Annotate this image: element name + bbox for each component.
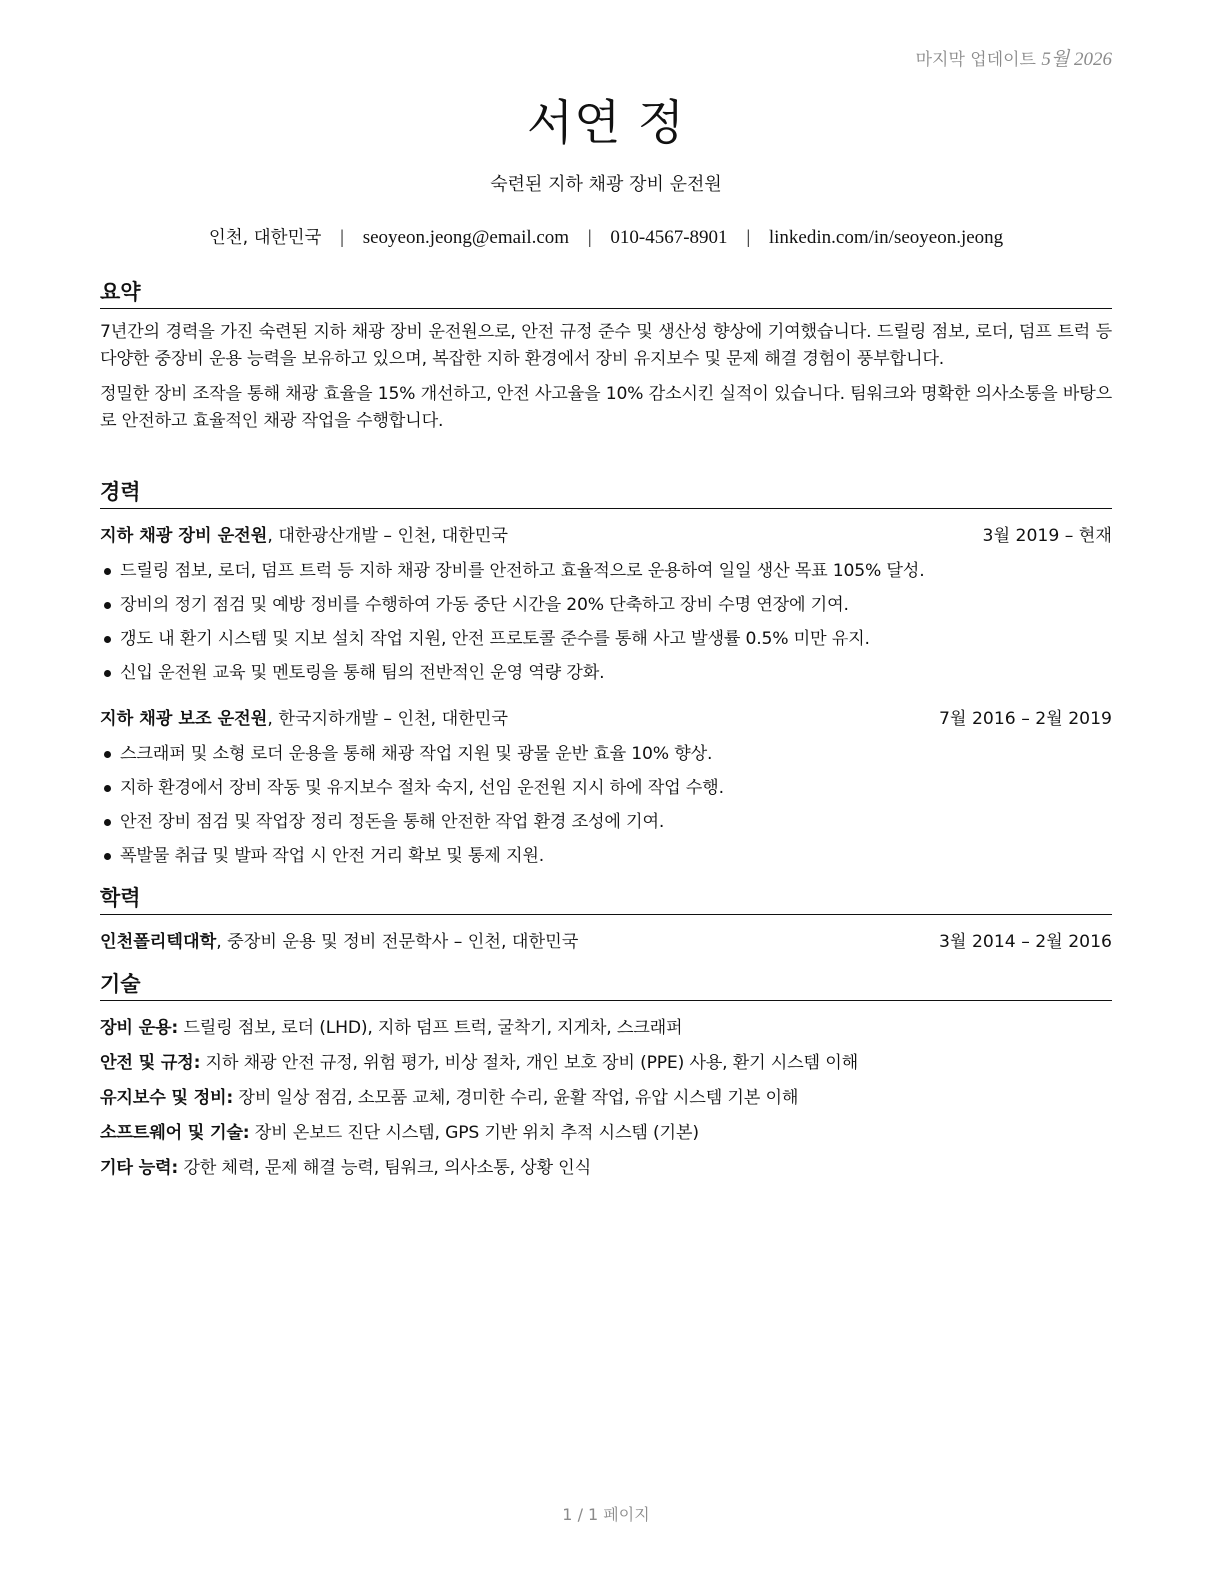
- skill-value: 장비 일상 점검, 소모품 교체, 경미한 수리, 윤활 작업, 유압 시스템 기본 이해: [233, 1088, 799, 1108]
- summary-paragraph: 7년간의 경력을 가진 숙련된 지하 채광 장비 운전원으로, 안전 규정 준수 및 생산성 향상에 기여했습니다. 드릴링 점보, 로더, 덤프 트럭 등 다양한 중장비 운용 능력을 보유하고 있으며, 복잡한 지하 환경에서 장비 유지보수 및 문제 해결 경험이 풍부합니다.: [100, 322, 1112, 369]
- education-section: [100, 884, 1112, 955]
- job-bullet: 드릴링 점보, 로더, 덤프 트럭 등 지하 채광 장비를 안전하고 효율적으로 운용하여 일일 생산 목표 105% 달성.: [100, 554, 1112, 588]
- skill-label: 유지보수 및 정비:: [100, 1088, 234, 1108]
- contact-linkedin[interactable]: linkedin.com/in/seoyeon.jeong: [768, 227, 1004, 248]
- section-title-education: 학력: [100, 884, 1112, 915]
- skill-row: [100, 1011, 1112, 1046]
- skill-row: [100, 1151, 1112, 1186]
- section-title-skills: 기술: [100, 970, 1112, 1001]
- skill-row: [100, 1046, 1112, 1081]
- job-company: , 대한광산개발 – 인천, 대한민국: [267, 526, 509, 546]
- job-title-line: [100, 523, 508, 549]
- education-detail: , 중장비 운용 및 정비 전문학사 – 인천, 대한민국: [216, 932, 579, 952]
- summary-section: [100, 278, 1112, 435]
- skills-section: [100, 970, 1112, 1186]
- job-bullet: 신입 운전원 교육 및 멘토링을 통해 팀의 전반적인 운영 역량 강화.: [100, 656, 1112, 690]
- skill-row: [100, 1116, 1112, 1151]
- education-line: [100, 929, 578, 955]
- candidate-headline: 숙련된 지하 채광 장비 운전원: [490, 174, 722, 195]
- job-dates: 7월 2016 – 2월 2019: [938, 709, 1112, 729]
- job-company: , 한국지하개발 – 인천, 대한민국: [267, 709, 509, 729]
- education-entry: [100, 929, 1112, 955]
- education-school: 인천폴리텍대학: [100, 932, 217, 952]
- skill-value: 강한 체력, 문제 해결 능력, 팀워크, 의사소통, 상황 인식: [178, 1158, 591, 1178]
- skills-list: [100, 1011, 1112, 1186]
- candidate-name: 서연 정: [526, 95, 686, 151]
- contact-separator: |: [587, 227, 592, 248]
- job-bullet: 지하 환경에서 장비 작동 및 유지보수 절차 숙지, 선임 운전원 지시 하에 작업 수행.: [100, 771, 1112, 805]
- experience-section: [100, 478, 1112, 873]
- contact-email[interactable]: seoyeon.jeong@email.com: [362, 227, 570, 248]
- section-title-experience: 경력: [100, 478, 1112, 509]
- skill-label: 소프트웨어 및 기술:: [100, 1123, 250, 1143]
- job-bullets: [100, 737, 1112, 873]
- job-bullet: 갱도 내 환기 시스템 및 지보 설치 작업 지원, 안전 프로토콜 준수를 통해 사고 발생률 0.5% 미만 유지.: [100, 622, 1112, 656]
- job-bullet: 폭발물 취급 및 발파 작업 시 안전 거리 확보 및 통제 지원.: [100, 839, 1112, 873]
- job-bullet: 스크래퍼 및 소형 로더 운용을 통해 채광 작업 지원 및 광물 운반 효율 10% 향상.: [100, 737, 1112, 771]
- job-bullet: 장비의 정기 점검 및 예방 정비를 수행하여 가동 중단 시간을 20% 단축하고 장비 수명 연장에 기여.: [100, 588, 1112, 622]
- job-role: 지하 채광 장비 운전원: [100, 526, 268, 546]
- section-title-summary: 요약: [100, 278, 1112, 309]
- summary-paragraph: 정밀한 장비 조작을 통해 채광 효율을 15% 개선하고, 안전 사고율을 10% 감소시킨 실적이 있습니다. 팀워크와 명확한 의사소통을 바탕으로 안전하고 효율적인 채광 작업을 수행합니다.: [100, 384, 1112, 431]
- skill-value: 드릴링 점보, 로더 (LHD), 지하 덤프 트럭, 굴착기, 지게차, 스크래퍼: [178, 1018, 683, 1038]
- contact-location: 인천, 대한민국: [208, 228, 322, 248]
- job-header: [100, 706, 1112, 732]
- last-updated-label: 마지막 업데이트: [915, 50, 1036, 70]
- job-entry: [100, 523, 1112, 690]
- job-role: 지하 채광 보조 운전원: [100, 709, 268, 729]
- job-title-line: [100, 706, 508, 732]
- job-bullets: [100, 554, 1112, 690]
- job-header: [100, 523, 1112, 549]
- last-updated: [916, 44, 1112, 71]
- page-number: 1 / 1 페이지: [562, 1505, 650, 1524]
- skill-label: 안전 및 규정:: [100, 1053, 201, 1073]
- contact-line: [100, 224, 1112, 249]
- skill-value: 장비 온보드 진단 시스템, GPS 기반 위치 추적 시스템 (기본): [249, 1123, 699, 1143]
- last-updated-date: 5월 2026: [1041, 49, 1112, 70]
- education-dates: 3월 2014 – 2월 2016: [938, 932, 1112, 952]
- skill-label: 기타 능력:: [100, 1158, 179, 1178]
- job-dates: 3월 2019 – 현재: [982, 526, 1112, 546]
- job-bullet: 안전 장비 점검 및 작업장 정리 정돈을 통해 안전한 작업 환경 조성에 기여.: [100, 805, 1112, 839]
- skill-row: [100, 1081, 1112, 1116]
- contact-phone: 010-4567-8901: [610, 227, 728, 248]
- contact-separator: |: [746, 227, 751, 248]
- resume-page: [100, 0, 1112, 1584]
- skill-label: 장비 운용:: [100, 1018, 179, 1038]
- job-entry: [100, 706, 1112, 873]
- contact-separator: |: [340, 227, 344, 248]
- skill-value: 지하 채광 안전 규정, 위험 평가, 비상 절차, 개인 보호 장비 (PPE) 사용, 환기 시스템 이해: [200, 1053, 859, 1073]
